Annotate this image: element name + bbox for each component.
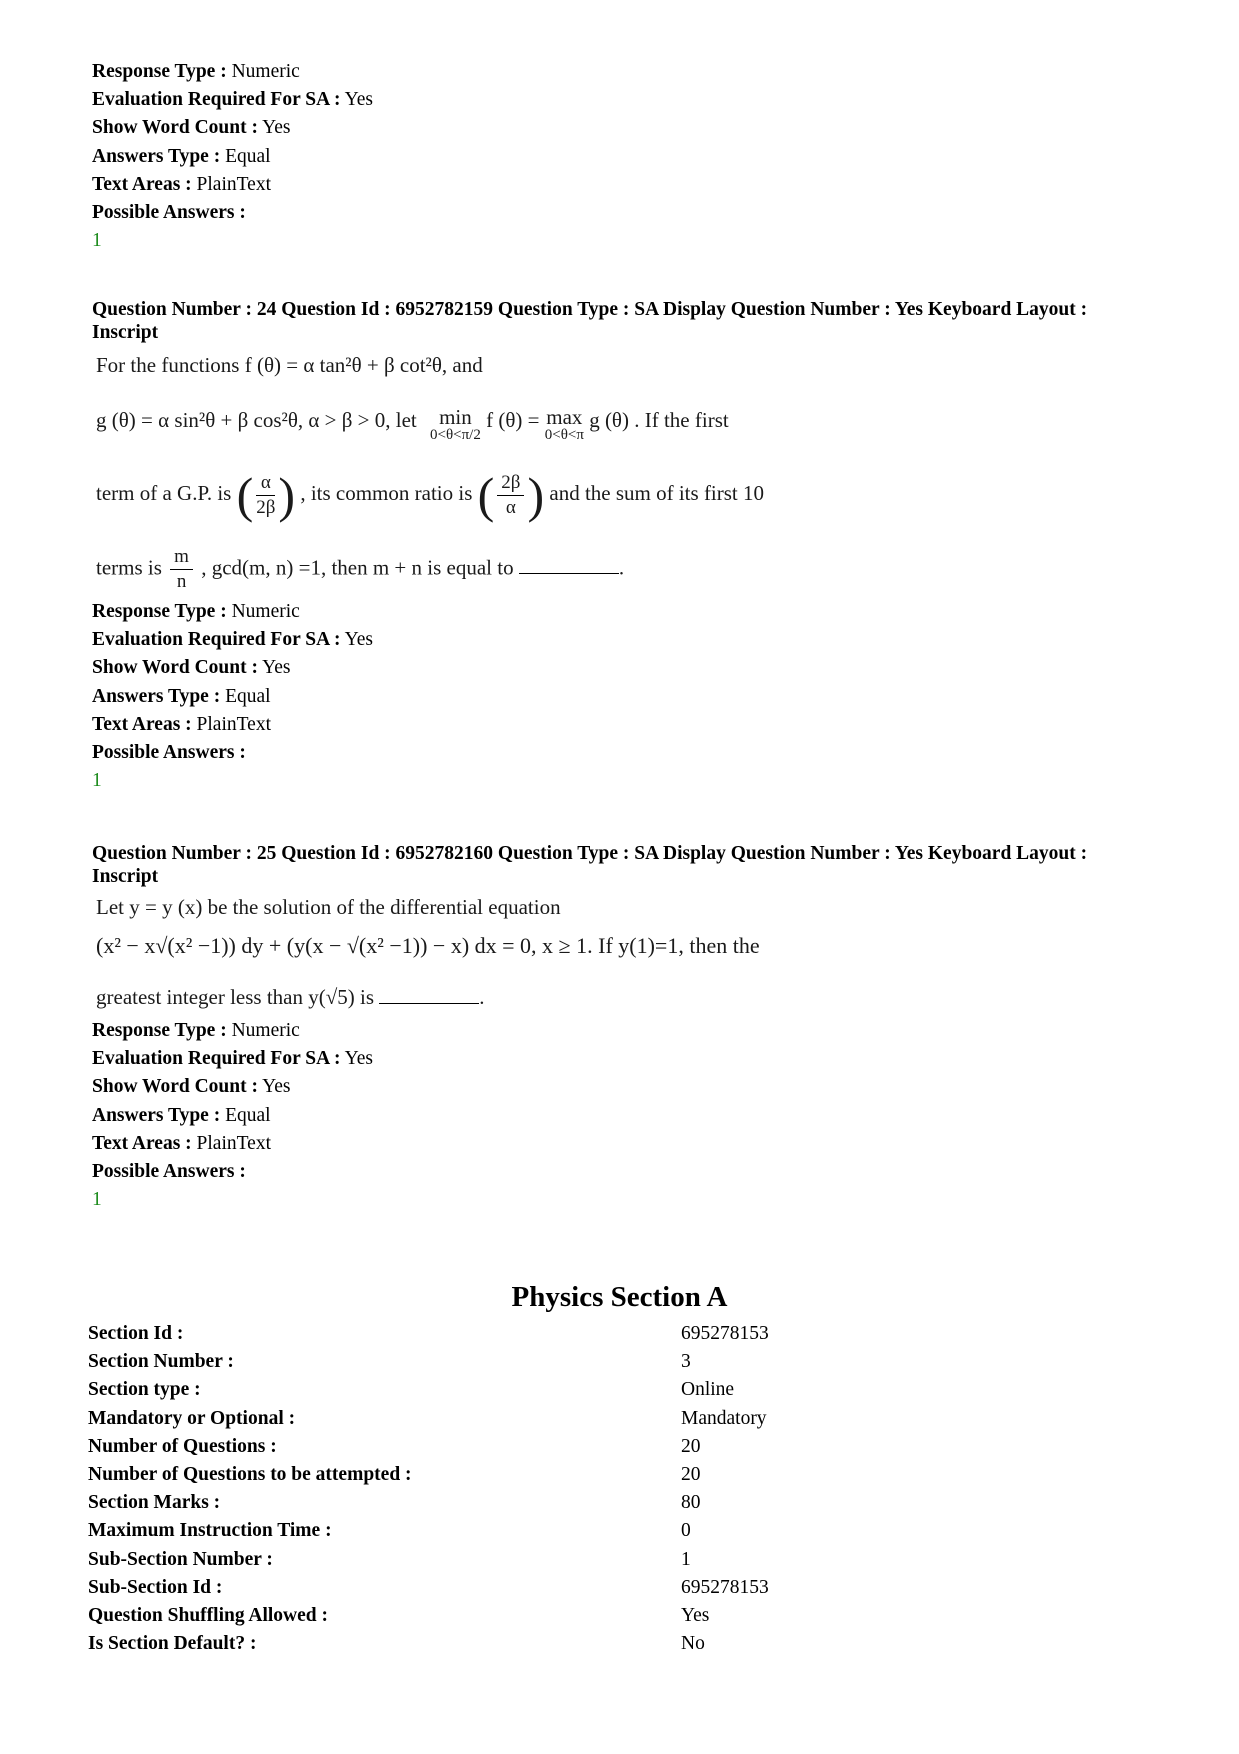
section-info-value: 0 <box>681 1520 691 1542</box>
q24-min: min 0<θ<π/2 <box>430 405 481 443</box>
section-info-key: Section type : <box>88 1379 201 1401</box>
section-info-value: Yes <box>681 1604 710 1626</box>
q25-line3: greatest integer less than y(√5) is . <box>96 985 485 1009</box>
section-info-row <box>88 1433 888 1461</box>
section-info-key: Section Number : <box>88 1351 234 1373</box>
q24-meta-block <box>92 598 373 795</box>
section-info-key: Sub-Section Number : <box>88 1548 273 1570</box>
meta-block-prev <box>92 58 373 255</box>
eval-line: Evaluation Required For SA : Yes <box>92 1048 374 1070</box>
q25-meta-block <box>92 1017 373 1214</box>
section-info-row <box>88 1376 888 1404</box>
section-info-key: Mandatory or Optional : <box>88 1407 296 1429</box>
section-info-row <box>88 1546 888 1574</box>
q25-line1: Let y = y (x) be the solution of the differential equation <box>96 895 561 919</box>
section-info-value: 695278153 <box>681 1323 769 1344</box>
section-info-value: 3 <box>681 1351 691 1373</box>
section-info-key: Question Shuffling Allowed : <box>88 1604 329 1626</box>
word-count-line: Show Word Count : Yes <box>92 1076 291 1098</box>
section-info-value: 20 <box>681 1463 701 1485</box>
frac-alpha-2beta: $\frac{\alpha}{2\beta}$ <box>256 471 276 518</box>
section-info-row <box>88 1405 888 1433</box>
possible-answer-value: 1 <box>92 1189 102 1211</box>
section-info-row <box>88 1461 888 1489</box>
q24-max: max 0<θ<π <box>544 405 584 443</box>
section-info-row <box>88 1602 888 1630</box>
q24-line3: term of a G.P. is ( $\frac{\alpha}{2\beta}$ ) , its common ratio is ( $\frac{2\beta}{\alpha}$ ) and the sum of its first 10 <box>96 467 765 523</box>
section-info-key: Section Id : <box>88 1323 184 1344</box>
response-type-line: Response Type : Numeric <box>92 601 300 622</box>
section-info-key: Maximum Instruction Time : <box>88 1520 332 1542</box>
section-info-value: 20 <box>681 1435 701 1457</box>
section-title: Physics Section A <box>511 1281 728 1313</box>
answers-type-line: Answers Type : Equal <box>92 1104 271 1126</box>
eval-line: Evaluation Required For SA : Yes <box>92 629 374 651</box>
possible-answers-line: Possible Answers : <box>92 1161 246 1183</box>
section-info-key: Number of Questions : <box>88 1435 277 1457</box>
word-count-line: Show Word Count : Yes <box>92 657 291 679</box>
q24-line4: terms is $\frac{m}{n}$ , gcd(m, n) =1, then m + n is equal to . <box>96 546 625 592</box>
section-info-row <box>88 1348 888 1376</box>
answers-type-line: Answers Type : Equal <box>92 145 271 167</box>
q24-line2: g (θ) = α sin²θ + β cos²θ, α > β > 0, let min 0<θ<π/2 f (θ) = max 0<θ<π g (θ) . If the first <box>96 405 729 443</box>
section-info-row <box>88 1517 888 1545</box>
section-info-table <box>88 1320 888 1658</box>
section-info-key: Is Section Default? : <box>88 1633 257 1655</box>
text-areas-line: Text Areas : PlainText <box>92 1132 272 1154</box>
q24-header: Question Number : 24 Question Id : 6952782159 Question Type : SA Display Question Number : Yes Keyboard Layout : Inscript <box>92 299 1088 343</box>
section-info-value: 80 <box>681 1492 701 1514</box>
answers-type-line: Answers Type : Equal <box>92 685 271 707</box>
q25-line2: (x² − x√(x² −1)) dy + (y(x − √(x² −1)) − x) dx = 0, x ≥ 1. If y(1)=1, then the <box>96 933 760 958</box>
section-info-key: Number of Questions to be attempted : <box>88 1463 412 1485</box>
possible-answers-line: Possible Answers : <box>92 742 246 764</box>
section-info-key: Sub-Section Id : <box>88 1576 223 1598</box>
possible-answer-value: 1 <box>92 230 102 252</box>
section-info-row <box>88 1320 888 1348</box>
section-info-value: 695278153 <box>681 1576 769 1598</box>
possible-answers-line: Possible Answers : <box>92 202 246 224</box>
answer-blank <box>519 555 619 574</box>
response-type-line: Response Type : Numeric <box>92 61 300 82</box>
frac-2beta-alpha: $\frac{2\beta}{\alpha}$ <box>497 473 524 518</box>
section-info-key: Section Marks : <box>88 1492 221 1514</box>
section-info-row <box>88 1574 888 1602</box>
text-areas-line: Text Areas : PlainText <box>92 173 272 195</box>
text-areas-line: Text Areas : PlainText <box>92 713 272 735</box>
q25-header: Question Number : 25 Question Id : 6952782160 Question Type : SA Display Question Number : Yes Keyboard Layout : Inscript <box>92 843 1088 887</box>
section-info-row <box>88 1630 888 1658</box>
section-info-value: No <box>681 1633 705 1655</box>
possible-answer-value: 1 <box>92 770 102 792</box>
section-info-value: Mandatory <box>681 1407 767 1429</box>
eval-line: Evaluation Required For SA : Yes <box>92 89 374 111</box>
q24-line1: For the functions f (θ) = α tan²θ + β cot²θ, and <box>96 353 483 377</box>
response-type-line: Response Type : Numeric <box>92 1020 300 1041</box>
answer-blank <box>379 985 479 1004</box>
section-info-row <box>88 1489 888 1517</box>
word-count-line: Show Word Count : Yes <box>92 117 291 139</box>
section-info-value: Online <box>681 1379 735 1401</box>
frac-m-n: $\frac{m}{n}$ <box>170 547 193 592</box>
section-info-value: 1 <box>681 1548 691 1570</box>
